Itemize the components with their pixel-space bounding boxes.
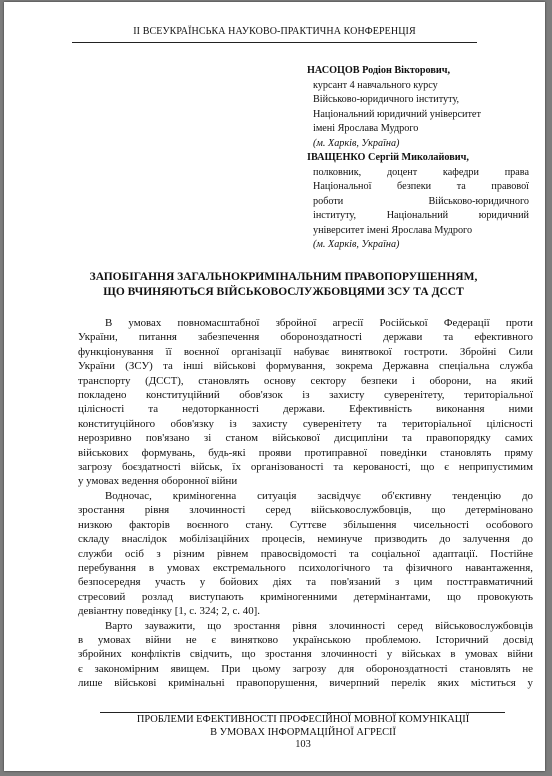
paragraph-line: функціонування її воєнної організації набуває винятвокої гостроти. Збройні Сили	[78, 345, 533, 358]
paragraph-line: нерозривно пов'язано зі станом військової дисципліни та правопорядку самих	[78, 432, 533, 445]
running-footer	[76, 714, 530, 752]
running-header: ІІ ВСЕУКРАЇНСЬКА НАУКОВО-ПРАКТИЧНА КОНФЕРЕНЦІЯ	[133, 26, 416, 37]
author-affiliation-line: полковник, доцент кафедри права	[313, 166, 529, 178]
paragraph-line: загрозу боєздатності військ, їх організованості та керованості, що є неприпустимим	[78, 461, 533, 474]
paragraph-line: В умовах повномасштабної збройної агресії Російської Федерації проти	[105, 317, 533, 329]
paragraph-line: військових формувань, будь-які прояви протиправної поведінки становлять пряму	[78, 446, 533, 459]
paragraph-line: цілісності та недоторканності держави. Ефективність виконання ними	[78, 403, 533, 416]
paragraph-line: лише військові кримінальні правопорушення, вичерпний перелік яких міститься у	[78, 677, 533, 690]
paragraph-line: Водночас, криміногенна ситуація засвідчує об'єктивну тенденцію до	[105, 489, 533, 502]
paragraph-line: служби осіб з різним рівнем правосвідомості та соціальної адаптації. Постійне	[78, 547, 533, 560]
author-affiliation-line: курсант 4 навчального курсу	[313, 79, 438, 91]
author-affiliation-line: Національної безпеки та правової	[313, 181, 529, 192]
paragraph-line: зростання рівня злочинності серед військовослужбовців, що детерміновано	[78, 504, 533, 517]
article-title-line: ЗАПОБІГАННЯ ЗАГАЛЬНОКРИМІНАЛЬНИМ ПРАВОПОРУШЕННЯМ,	[89, 271, 478, 283]
author-affiliation-line: роботи Військово-юридичного	[313, 195, 529, 207]
page-number: 103	[295, 739, 311, 750]
author-city: (м. Харків, Україна)	[313, 137, 400, 149]
document-page	[4, 2, 545, 771]
footer-rule	[100, 712, 505, 713]
paragraph-line: є закономірним явищем. При цьому загрозу для обороноздатності становлять не	[78, 662, 533, 675]
paragraph-line: девіантну поведінку [1, с. 324; 2, с. 40].	[78, 605, 260, 618]
paragraph-line: України (ЗСУ) та інші військові формування, зокрема Державна спеціальна служба	[78, 360, 533, 373]
author-city: (м. Харків, Україна)	[313, 239, 400, 250]
paragraph-line: конституційного обов'язку із захисту суверенітету та територіальної цілісності	[78, 417, 533, 430]
article-title-line: ЩО ВЧИНЯЮТЬСЯ ВІЙСЬКОВОСЛУЖБОВЦЯМИ ЗСУ ТА ДССТ	[103, 286, 464, 298]
article-body	[78, 316, 533, 691]
footer-line: В УМОВАХ ІНФОРМАЦІЙНОЇ АГРЕСІЇ	[210, 726, 396, 738]
footer-line: ПРОБЛЕМИ ЕФЕКТИВНОСТІ ПРОФЕСІЙНОЇ МОВНОЇ КОМУНІКАЦІЇ	[136, 714, 470, 725]
paragraph-line: низкою факторів воєнного стану. Суттєве збільшення чисельності особового	[78, 518, 533, 531]
paragraph-line: у умовах ведення оборонної війни	[78, 475, 238, 488]
paragraph-line: покладено конституційний обов'язок із захисту суверенітету, територіальної	[78, 389, 533, 402]
paragraph-line: транспорту (ДССТ), становлять основу сектору безпеки і оборони, на який	[78, 374, 533, 387]
author-affiliation-line: Національний юридичний університет	[313, 108, 481, 120]
paragraph-line: України, питання забезпечення обороноздатності держави та ефективного	[78, 331, 533, 344]
paragraph-line: в умовах війни не є винятково українською проблемою. Історичний досвід	[78, 633, 533, 646]
paragraph-line: збройних конфліктів свідчить, що зростання злочинності у військах в умовах війни	[78, 648, 533, 661]
paragraph-line: Варто зауважити, що зростання рівня злочинності серед військовослужбовців	[105, 619, 533, 632]
author-name: ІВАЩЕНКО Сергій Миколайович,	[307, 152, 469, 163]
author-block	[307, 64, 529, 253]
article-title	[62, 270, 505, 300]
paragraph-line: стресовий розлад виступають криміногенними детермінантами, що провокують	[78, 590, 533, 603]
author-affiliation-line: інституту, Національний юридичний	[313, 210, 529, 221]
paragraph-line: перебування в умовах екстремального психологічного та фізичного навантаження,	[78, 561, 533, 574]
paragraph-line: складу внаслідок мобілізаційних процесів, неминуче призводить до залучення до	[78, 533, 533, 546]
paragraph-line: безпосередня участь у бойових діях та пов'язаний з цим посттравматичний	[78, 576, 533, 589]
author-affiliation-line: Військово-юридичного інституту,	[313, 94, 460, 105]
header-rule	[72, 42, 477, 43]
author-name: НАСОЦОВ Родіон Вікторович,	[307, 65, 451, 76]
author-affiliation-line: університет імені Ярослава Мудрого	[313, 224, 473, 236]
author-affiliation-line: імені Ярослава Мудрого	[313, 123, 419, 134]
